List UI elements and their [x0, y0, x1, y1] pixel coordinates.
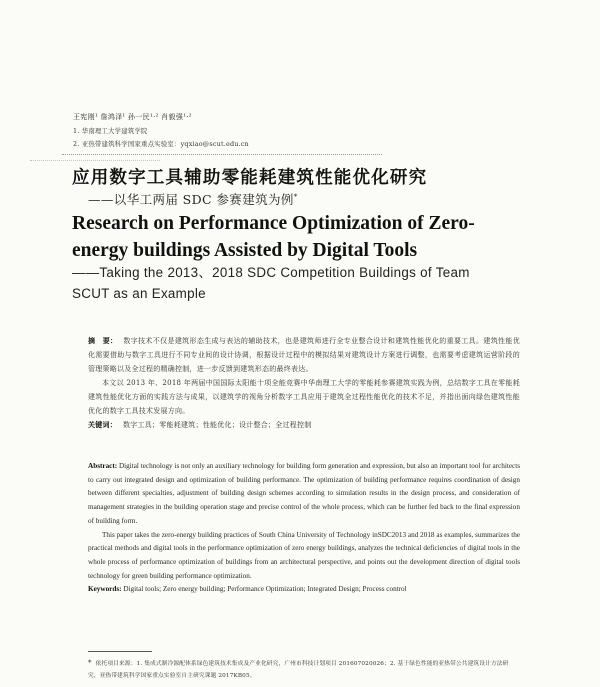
affiliation-1: 1. 华南理工大学建筑学院 [73, 127, 148, 135]
keywords-cn: 数字工具；零能耗建筑；性能优化；设计整合；全过程控制 [123, 421, 312, 429]
footnote-rule [88, 651, 152, 652]
footnote-star: * [88, 659, 92, 667]
abstract-en-paragraph-1: Digital technology is not only an auxiliary technology for building form generation and expression, but also an important tool for architects to carry out integrated design and optimization of building performance. The optimization of building performance requires coordination of design between different specialties, adjustment of building design schemes according to simulation results in the design process, and consideration of management strategies in the building operation stage and precise control of the whole process, which can be further fed back to the final expression of building form. [88, 462, 521, 525]
footnote [88, 657, 520, 682]
author-list: 王宪刚¹ 詹鸿泽¹ 孙一民¹·² 肖毅强¹·² [73, 113, 192, 121]
abstract-en-label: Abstract: [88, 462, 118, 470]
abstract-cn-label: 摘 要： [88, 336, 118, 345]
abstract-cn-paragraph-2: 本文以 2013 年、2018 年两届中国国际太阳能十项全能竞赛中华南理工大学的零能耗参赛建筑实践为例，总结数字工具在零能耗建筑性能优化方面的实践方法与成果，以建筑学的视角分析数字工具应用于建筑全过程性能优化的技术不足，并指出面向绿色建筑性能优化的数字工具技术发展方向。 [88, 379, 520, 415]
header-divider-faint [30, 160, 160, 162]
subtitle-english: ——Taking the 2013、2018 SDC Competition Buildings of Team SCUT as an Example [72, 265, 470, 301]
keywords-en: Digital tools; Zero energy building; Performance Optimization; Integrated Design; Process control [123, 585, 407, 594]
affiliation-2: 2. 亚热带建筑科学国家重点实验室：yqxiao@scut.edu.cn [73, 140, 249, 148]
title-chinese: 应用数字工具辅助零能耗建筑性能优化研究 [72, 168, 428, 188]
abstract-cn-paragraph-1: 数字技术不仅是建筑形态生成与表达的辅助技术，也是建筑师进行全专业整合设计和建筑性能优化的重要工具。建筑性能优化需要借助与数字工具进行不同专业间的设计协调，根据设计过程中的模拟结果对建筑设计方案进行调整，也需要考虑建筑运营阶段的管理策略以及全过程的精确控制，进一步反馈到建筑形态的最终表达。 [88, 337, 521, 373]
footnote-marker: * [293, 192, 298, 201]
title-english: Research on Performance Optimization of Zero-energy buildings Assisted by Digital Tools [72, 213, 475, 261]
abstract-chinese [88, 334, 520, 432]
subtitle-chinese [88, 190, 298, 208]
subtitle-chinese-text: ——以华工两届 SDC 参赛建筑为例 [88, 192, 294, 207]
footnote-text: 依托项目来源：1. 集成式制冷源配体系绿色建筑技术集成及产业化研究，广州市科技计划项目 201607020026；2. 基于绿色性能的亚热带公共建筑设计方法研究，亚热带建筑科学国家重点实验室自主研究课题 2017KB05。 [88, 661, 509, 679]
keywords-en-label: Keywords: [88, 585, 122, 594]
abstract-english [88, 460, 520, 597]
keywords-cn-label: 关键词： [88, 420, 117, 429]
header-divider [62, 154, 382, 156]
abstract-en-paragraph-2: This paper takes the zero-energy building practices of South China University of Technology inSDC2013 and 2018 as examples, summarizes the practical methods and digital tools in the performance optimization of zero energy buildings, analyzes the technical deficiencies of digital tools in the whole process of performance optimization of buildings from an architectural perspective, and points out the development direction of digital tools technology for green building performance optimization. [88, 530, 520, 580]
